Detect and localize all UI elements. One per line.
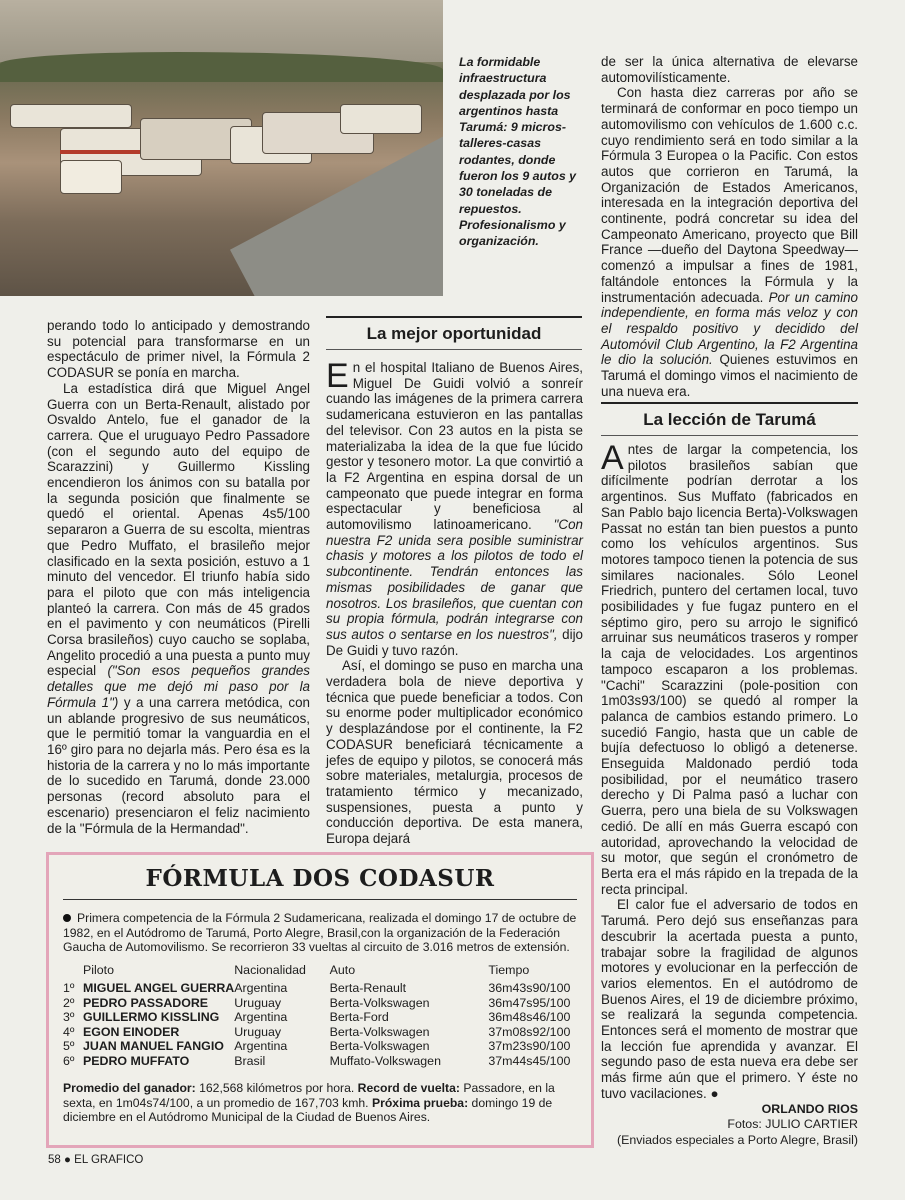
- photo-credit: Fotos: JULIO CARTIER: [727, 1117, 858, 1132]
- result-driver: [63, 996, 234, 1011]
- results-row: [63, 1025, 583, 1040]
- dropcap-e: E: [326, 357, 349, 395]
- record-text: Passadore, en la sexta, en 1m04s74/100, a un promedio de 167,703 kmh.: [63, 1081, 555, 1110]
- next-label: Próxima prueba:: [371, 1095, 469, 1110]
- avg-text: 162,568 kilómetros por hora.: [199, 1081, 355, 1095]
- result-position: 3º: [63, 1010, 75, 1025]
- avg-label: Promedio del ganador:: [63, 1081, 196, 1095]
- right-column-bottom: [601, 439, 858, 1149]
- right-paragraph-2: [601, 85, 858, 399]
- result-nationality: Uruguay: [234, 1024, 282, 1039]
- middle-column: [326, 357, 583, 847]
- middle-paragraph-1-text: n el hospital Italiano de Buenos Aires, Miguel De Guidi volvió a sonreír cuando las imágenes de la primera carrera sudamericana estuvieron en las pantallas del televisor. Con 23 autos en la pista se materializaba la idea de la que fue lúcido gestor y tesonero motor. La que convirtió a la F2 Argentina en espina dorsal de un campeonato que puede integrar en forma espectacular y beneficiosa al automovilismo latinoamericano.: [326, 360, 583, 533]
- result-nationality: Brasil: [234, 1053, 266, 1068]
- result-driver: [63, 1010, 234, 1025]
- left-paragraph-2-quote: ("Son esos pequeños grandes detalles que me dejó mi paso por la Fórmula 1"): [47, 663, 310, 710]
- footer-dot-icon: ●: [64, 1154, 71, 1166]
- author-name: ORLANDO RIOS: [761, 1101, 858, 1116]
- result-time: 37m44s45/100: [488, 1053, 571, 1068]
- envoy-note: (Enviados especiales a Porto Alegre, Brasil): [616, 1132, 858, 1147]
- left-paragraph-2-end: y a una carrera metódica, con un ablande progresivo de sus neumáticos, que le permitió tomar la vanguardia en el 16º giro para no dejarla más. Pero ésa es la historia de la carrera y no lo más importante de lo sucedido en Tarumá, donde 23.000 personas (record absoluto para el escenario) presenciaron el feliz nacimiento de la "Fórmula de la Hermandad".: [47, 694, 310, 836]
- result-nationality: Uruguay: [234, 995, 282, 1010]
- photo-bus: [340, 104, 422, 134]
- header-piloto: Piloto: [83, 963, 114, 977]
- bullet-icon: [63, 914, 71, 922]
- right-paragraph-4-text: El calor fue el adversario de todos en Tarumá. Pero dejó sus enseñanzas para descubrir la acertada puesta a punto, trabajar sobre la fragilidad de algunos motores y evolucionar en la perfección de varios elementos. En el autódromo de Buenos Aires, el 19 de diciembre próximo, se realizará la segunda competencia. Entonces será el momento de mostrar que la lección fue aprendida y avanzar. El segundo paso de esta nueva era debe ser más firme aún que el primero. Y éste no tuvo vacilaciones.: [601, 897, 858, 1101]
- result-driver: [63, 1054, 234, 1069]
- middle-paragraph-1: [326, 357, 583, 658]
- header-auto: Auto: [329, 963, 356, 977]
- result-time: 36m43s90/100: [488, 981, 571, 996]
- result-position: 2º: [63, 995, 75, 1010]
- right-paragraph-2-end: Quienes estuvimos en Tarumá el domingo vimos el nacimiento de una nueva era.: [601, 352, 858, 399]
- left-paragraph-2-text: La estadística dirá que Miguel Angel Guerra con un Berta-Renault, alistado por Osvaldo Antelo, fue el ganador de la carrera. Que el uruguayo Pedro Passadore (con el segundo auto del equipo de Scarazzini) y Guillermo Kissling encendieron los ánimos con su batalla por la segunda posición que finalmente se quedó el oriental. Apenas 4s5/100 separaron a Guerra de su escolta, mientras que Pedro Muffato, el brasileño mejor clasificado en la sexta posición, estuvo a 1 minuto del vencedor. El triunfo había sido para el piloto que con más inteligencia planteó la carrera. Con más de 45 grados en el pavimento y con neumáticos (Pirelli Corsa brasileños) cuyo caucho se soplaba, Angelito procedió a una puesta a punto muy especial: [47, 380, 310, 679]
- results-box: [46, 852, 594, 1148]
- photo-bus: [10, 104, 132, 128]
- header-tiempo: Tiempo: [488, 963, 530, 977]
- results-table: [63, 963, 583, 1068]
- left-column: [47, 318, 310, 836]
- result-driver: [63, 981, 234, 996]
- results-row: [63, 1054, 583, 1069]
- record-label: Record de vuelta:: [357, 1081, 460, 1095]
- result-driver-name: EGON EINODER: [83, 1024, 180, 1039]
- results-box-intro: [63, 911, 579, 955]
- result-driver-name: MIGUEL ANGEL GUERRA: [83, 981, 235, 996]
- result-time: 37m08s92/100: [488, 1024, 571, 1039]
- photo-van: [60, 160, 122, 194]
- right-paragraph-3: [601, 439, 858, 897]
- results-row: [63, 996, 583, 1011]
- result-driver-name: PEDRO PASSADORE: [83, 995, 209, 1010]
- right-paragraph-1: de ser la única alternativa de elevarse automovilísticamente.: [601, 54, 858, 85]
- results-box-title: FÓRMULA DOS CODASUR: [145, 865, 495, 892]
- result-driver: [63, 1025, 234, 1040]
- dropcap-a: A: [601, 439, 624, 477]
- right-column-top: [601, 54, 858, 399]
- results-row: [63, 981, 583, 996]
- result-time: 36m48s46/100: [488, 1010, 571, 1025]
- left-paragraph-2: [47, 381, 310, 836]
- result-car: Berta-Ford: [329, 1010, 389, 1025]
- result-position: 4º: [63, 1024, 75, 1039]
- right-paragraph-2-text: Con hasta diez carreras por año se terminará de conformar en poco tiempo un automovilismo con vehículos de 1.600 c.c. cuyo rendimiento será en todo similar a la Fórmula 3 Europea o la Pacific. Con estos autos que corrieron en Tarumá, la Organización de Estados Americanos, interesada en la integración deportiva del continente, podrá concretar su idea del Campeonato Americano, proyecto que Bill France —dueño del Daytona Speedway— comenzó a impulsar a fines de 1981, faltándole entonces la Fórmula y la instrumentación adecuada.: [601, 85, 858, 305]
- result-driver: [63, 1039, 234, 1054]
- end-mark-icon: ●: [710, 1085, 719, 1101]
- results-row: [63, 1010, 583, 1025]
- results-row: [63, 1039, 583, 1054]
- result-driver-name: JUAN MANUEL FANGIO: [83, 1039, 224, 1054]
- next-text: domingo 19 de diciembre en el Autódromo Municipal de la Ciudad de Buenos Aires.: [63, 1095, 553, 1125]
- result-car: Berta-Renault: [329, 981, 407, 996]
- result-car: Berta-Volkswagen: [329, 1024, 430, 1039]
- result-nationality: Argentina: [234, 981, 288, 996]
- heading-la-mejor-oportunidad: La mejor oportunidad: [326, 316, 582, 350]
- result-nationality: Argentina: [234, 1039, 288, 1054]
- heading-la-leccion-de-taruma: La lección de Tarumá: [601, 402, 858, 436]
- result-time: 36m47s95/100: [488, 995, 571, 1010]
- result-position: 5º: [63, 1039, 75, 1054]
- photo-tarumá-paddock: [0, 0, 443, 296]
- result-driver-name: PEDRO MUFFATO: [83, 1053, 190, 1068]
- magazine-name: EL GRAFICO: [74, 1154, 144, 1166]
- right-paragraph-3-text: ntes de largar la competencia, los pilotos brasileños sabían que difícilmente podrían derrotar a los argentinos. Sus Muffato (fabricados en San Pablo bajo licencia Berta)-Volkswagen Passat no están tan bien puestos a punto como los vehículos argentinos. Sus motores tampoco tienen la potencia de sus similares nacionales. Sólo Leonel Friedrich, puntero del certamen local, tuvo posibilidades y fue fugaz puntero en el séptimo giro, pero su arrojo le significó arruinar sus neumáticos traseros y romper la caja de velocidades. Los argentinos tampoco escaparon a los problemas. "Cachi" Scarazzini (pole-position con 1m03s93/100) se quedó al romper la palanca de cambios estando primero. Lo sucedió Fangio, hasta que un cable de bujía defectuoso lo obligó a detenerse. Enseguida Maldonado perdió toda posibilidad, por el neumático trasero derecho y Di Palma pasó a luchar con Guerra, pero una biela de su Volkswagen cedió. De allí en más Guerra escapó con autoridad, aprovechando la velocidad de su motor, que según el cronómetro de Berta era el más rápido en la trepada de la recta principal.: [601, 442, 858, 897]
- result-position: 6º: [63, 1053, 75, 1068]
- results-box-summary: [63, 1081, 579, 1125]
- middle-paragraph-1-quote: "Con nuestra F2 unida sera posible suministrar chasis y motores a los pilotos de todo el subcontinente. Tendrán entonces las mismas posibilidades de ganar que nosotros. Los brasileños, que cuentan con su propia fórmula, podrán integrarse con sus autos o sentarse en los nuestros",: [326, 517, 583, 642]
- result-driver-name: GUILLERMO KISSLING: [83, 1010, 220, 1025]
- results-box-intro-text: Primera competencia de la Fórmula 2 Sudamericana, realizada el domingo 17 de octubre de 1982, en el Autódromo de Tarumá, Porto Alegre, Brasil,con la organización de la Federación Gaucha de Automovilismo. Se recorrieron 33 vueltas al circuito de 3.016 metros de extensión.: [63, 911, 577, 955]
- right-paragraph-2-italic: Por un camino independiente, en forma más veloz y con el respaldo positivo y decidido del Automóvil Club Argentino, la F2 Argentina le dio la solución.: [601, 289, 858, 368]
- result-nationality: Argentina: [234, 1010, 288, 1025]
- result-position: 1º: [63, 981, 75, 996]
- header-nacionalidad: Nacionalidad: [234, 963, 306, 977]
- page-number: 58: [48, 1154, 61, 1166]
- result-car: Berta-Volkswagen: [329, 995, 430, 1010]
- result-car: Berta-Volkswagen: [329, 1039, 430, 1054]
- right-paragraph-4: [601, 897, 858, 1101]
- left-paragraph-1: perando todo lo anticipado y demostrando su potencial para transformarse en un espectáculo de primer nivel, la Fórmula 2 CODASUR se ponía en marcha.: [47, 318, 310, 381]
- result-time: 37m23s90/100: [488, 1039, 571, 1054]
- photo-caption: La formidable infraestructura desplazada por los argentinos hasta Tarumá: 9 micros-talleres-casas rodantes, donde fueron los 9 autos y 30 toneladas de repuestos. Profesionalismo y organización.: [459, 55, 577, 249]
- middle-paragraph-1-end: dijo De Guidi y tuvo razón.: [326, 626, 583, 658]
- result-car: Muffato-Volkswagen: [329, 1053, 441, 1068]
- page-footer: [48, 1154, 143, 1166]
- results-box-divider: [63, 899, 577, 900]
- results-table-header: [63, 963, 583, 981]
- middle-paragraph-2: Así, el domingo se puso en marcha una verdadera bola de nieve deportiva y técnica que puede beneficiar a todos. Con su enorme poder multiplicador económico y desplazándose por el continente, la F2 CODASUR beneficiará técnicamente a jefes de equipo y pilotos, se conocerá más sobre materiales, metalurgia, procesos de tratamiento térmico y mecanizado, suspensiones, puesta a punto y conducción deportiva. De esta manera, Europa dejará: [326, 658, 583, 847]
